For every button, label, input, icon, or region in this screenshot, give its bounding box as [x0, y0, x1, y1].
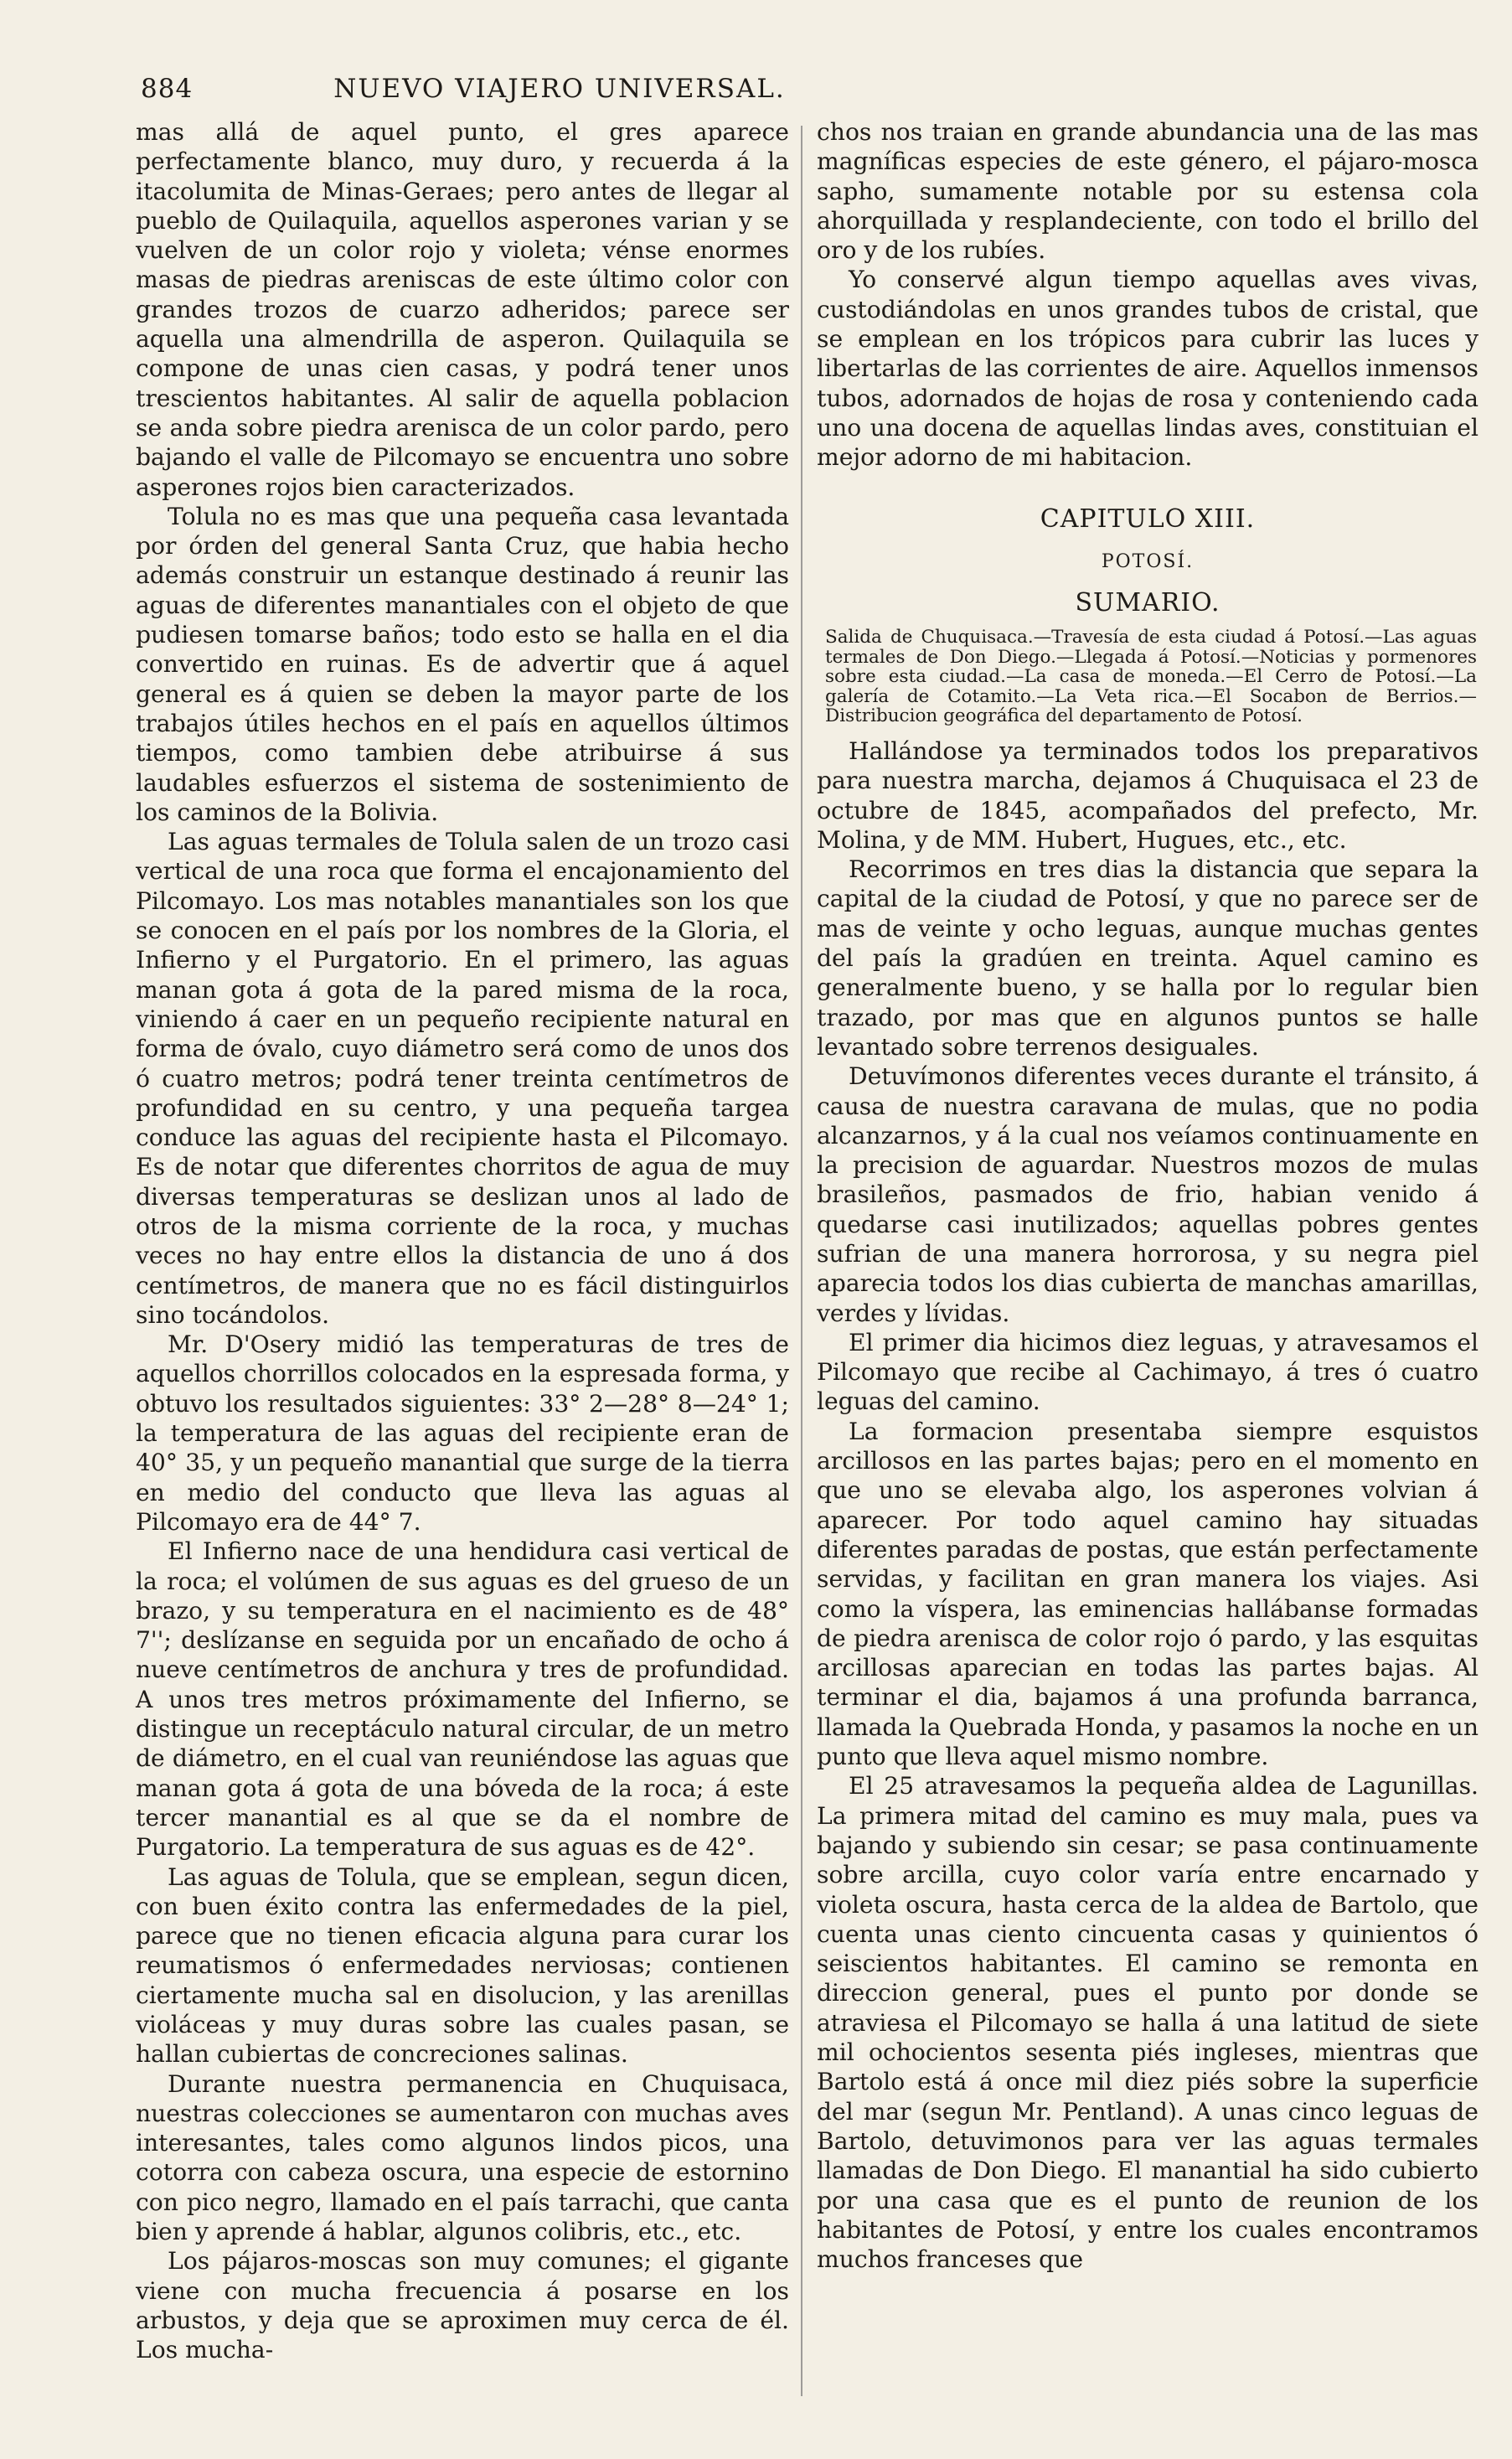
column-divider — [801, 126, 802, 2396]
summary-heading: SUMARIO. — [1075, 588, 1220, 618]
running-title: NUEVO VIAJERO UNIVERSAL. — [333, 74, 786, 104]
paragraph: Los pájaros-moscas son muy comunes; el gigante viene con mucha frecuencia á posarse en los arbustos, y deja que se aproximen muy cerca de él. Los mucha- — [136, 2247, 789, 2364]
paragraph: El primer dia hicimos diez leguas, y atravesamos el Pilcomayo que recibe al Cachimayo, á tres ó cuatro leguas del camino. — [817, 1328, 1478, 1416]
paragraph: Durante nuestra permanencia en Chuquisaca, nuestras colecciones se aumentaron con muchas aves interesantes, tales como algunos lindos picos, una cotorra con cabeza oscura, una especie de estornino con pico negro, llamado en el país tarrachi, que canta bien y aprende á hablar, algunos colibris, etc., etc. — [136, 2069, 789, 2246]
paragraph: Detuvímonos diferentes veces durante el tránsito, á causa de nuestra caravana de mulas, que no podia alcanzarnos, y á la cual nos veíamos continuamente en la precision de aguardar. Nuestros mozos de mulas brasileños, pasmados de frio, habian venido á quedarse casi inutilizados; aquellas pobres gentes sufrian de una manera horrorosa, y su negra piel aparecia todos los dias cubierta de manchas amarillas, verdes y lívidas. — [817, 1062, 1478, 1327]
paragraph: La formacion presentaba siempre esquistos arcillosos en las partes bajas; pero en el momento en que uno se elevaba algo, los asperones volvian á aparecer. Por todo aquel camino hay situadas diferentes paradas de postas, que están perfectamente servidas, y facilitan en gran manera los viajes. Asi como la víspera, las eminencias hallábanse formadas de piedra arenisca de color rojo ó pardo, y las esquitas arcillosas aparecian en todas las partes bajas. Al terminar el dia, bajamos á una profunda barranca, llamada la Quebrada Honda, y pasamos la noche en un punto que lleva aquel mismo nombre. — [817, 1417, 1478, 1771]
paragraph: chos nos traian en grande abundancia una de las mas magníficas especies de este género, el pájaro-mosca sapho, sumamente notable por su estensa cola ahorquillada y resplandeciente, con todo el brillo del oro y de los rubíes. — [817, 118, 1478, 265]
paragraph: Recorrimos en tres dias la distancia que separa la capital de la ciudad de Potosí, y que no parece ser de mas de veinte y ocho leguas, aunque muchas gentes del país la gradúen en treinta. Aquel camino es generalmente bueno, y se halla por lo regular bien trazado, por mas que en algunos puntos se halle levantado sobre terrenos desiguales. — [817, 855, 1478, 1061]
paragraph: Las aguas termales de Tolula salen de un trozo casi vertical de una roca que forma el encajonamiento del Pilcomayo. Los mas notables manantiales son los que se conocen en el país por los nombres de la Gloria, el Infierno y el Purgatorio. En el primero, las aguas manan gota á gota de la pared misma de la roca, viniendo á caer en un pequeño recipiente natural en forma de óvalo, cuyo diámetro será como de unos dos ó cuatro metros; podrá tener treinta centímetros de profundidad en su centro, y una pequeña targea conduce las aguas del recipiente hasta el Pilcomayo. Es de notar que diferentes chorritos de agua de muy diversas temperaturas se deslizan unos al lado de otros de la misma corriente de la roca, y muchas veces no hay entre ellos la distancia de uno á dos centímetros, de manera que no es fácil distinguirlos sino tocándolos. — [136, 828, 789, 1329]
page-number: 884 — [141, 74, 194, 104]
paragraph: El Infierno nace de una hendidura casi vertical de la roca; el volúmen de sus aguas es del grueso de un brazo, y su temperatura en el nacimiento es de 48° 7''; deslízanse en seguida por un encañado de ocho á nueve centímetros de anchura y tres de profundidad. A unos tres metros próximamente del Infierno, se distingue un receptáculo natural circular, de un metro de diámetro, en el cual van reuniéndose las aguas que manan gota á gota de una bóveda de la roca; á este tercer manantial es al que se da el nombre de Purgatorio. La temperatura de sus aguas es de 42°. — [136, 1537, 789, 1862]
right-column — [817, 117, 1478, 2274]
page-header — [141, 74, 1481, 112]
paragraph: Mr. D'Osery midió las temperaturas de tres de aquellos chorrillos colocados en la espresada forma, y obtuvo los resultados siguientes: 33° 2—28° 8—24° 1; la temperatura de las aguas del recipiente eran de 40° 35, y un pequeño manantial que surge de la tierra en medio del conducto que lleva las aguas al Pilcomayo era de 44° 7. — [136, 1330, 789, 1536]
paragraph: El 25 atravesamos la pequeña aldea de Lagunillas. La primera mitad del camino es muy mala, pues va bajando y subiendo sin cesar; se pasa continuamente sobre arcilla, cuyo color varía entre encarnado y violeta oscura, hasta cerca de la aldea de Bartolo, que cuenta unas ciento cincuenta casas y quinientos ó seiscientos habitantes. El camino se remonta en direccion general, pues el punto por donde se atraviesa el Pilcomayo se halla á una latitud de siete mil ochocientos sesenta piés ingleses, mientras que Bartolo está á once mil diez piés sobre la superficie del mar (segun Mr. Pentland). A unas cinco leguas de Bartolo, detuvimonos para ver las aguas termales llamadas de Don Diego. El manantial ha sido cubierto por una casa que es el punto de reunion de los habitantes de Potosí, y entre los cuales encontramos muchos franceses que — [817, 1772, 1478, 2274]
chapter-summary: Salida de Chuquisaca.—Travesía de esta ciudad á Potosí.—Las aguas termales de Don Diego.—Llegada á Potosí.—Noticias y pormenores sobre esta ciudad.—La casa de moneda.—El Cerro de Potosí.—La galería de Cotamito.—La Veta rica.—El Socabon de Berrios.—Distribucion geográfica del departamento de Potosí. — [825, 627, 1477, 727]
chapter-title: CAPITULO XIII. — [1040, 504, 1256, 534]
paragraph: Tolula no es mas que una pequeña casa levantada por órden del general Santa Cruz, que habia hecho además construir un estanque destinado á reunir las aguas de diferentes manantiales con el objeto de que pudiesen tomarse baños; todo esto se halla en el dia convertido en ruinas. Es de advertir que á aquel general es á quien se deben la mayor parte de los trabajos útiles hechos en el país en aquellos últimos tiempos, como tambien debe atribuirse á sus laudables esfuerzos el sistema de sostenimiento de los caminos de la Bolivia. — [136, 502, 789, 826]
paragraph: Hallándose ya terminados todos los preparativos para nuestra marcha, dejamos á Chuquisaca el 23 de octubre de 1845, acompañados del prefecto, Mr. Molina, y de MM. Hubert, Hugues, etc., etc. — [817, 736, 1478, 854]
left-column — [136, 117, 789, 2365]
chapter-place: POTOSÍ. — [1101, 550, 1195, 572]
paragraph: Las aguas de Tolula, que se emplean, segun dicen, con buen éxito contra las enfermedades de la piel, parece que no tienen eficacia alguna para curar los reumatismos ó enfermedades nerviosas; contienen ciertamente mucha sal en disolucion, y las arenillas violáceas y muy duras sobre las cuales pasan, se hallan cubiertas de concreciones salinas. — [136, 1862, 789, 2069]
paragraph: Yo conservé algun tiempo aquellas aves vivas, custodiándolas en unos grandes tubos de cristal, que se emplean en los trópicos para cubrir las luces y libertarlas de las corrientes de aire. Aquellos inmensos tubos, adornados de hojas de rosa y conteniendo cada uno una docena de aquellas lindas aves, constituian el mejor adorno de mi habitacion. — [817, 266, 1478, 472]
paragraph: mas allá de aquel punto, el gres aparece perfectamente blanco, muy duro, y recuerda á la itacolumita de Minas-Geraes; pero antes de llegar al pueblo de Quilaquila, aquellos asperones varian y se vuelven de un color rojo y violeta; vénse enormes masas de piedras areniscas de este último color con grandes trozos de cuarzo adheridos; parece ser aquella una almendrilla de asperon. Quilaquila se compone de unas cien casas, y podrá tener unos trescientos habitantes. Al salir de aquella poblacion se anda sobre piedra arenisca de un color pardo, pero bajando el valle de Pilcomayo se encuentra uno sobre asperones rojos bien caracterizados. — [136, 118, 789, 501]
